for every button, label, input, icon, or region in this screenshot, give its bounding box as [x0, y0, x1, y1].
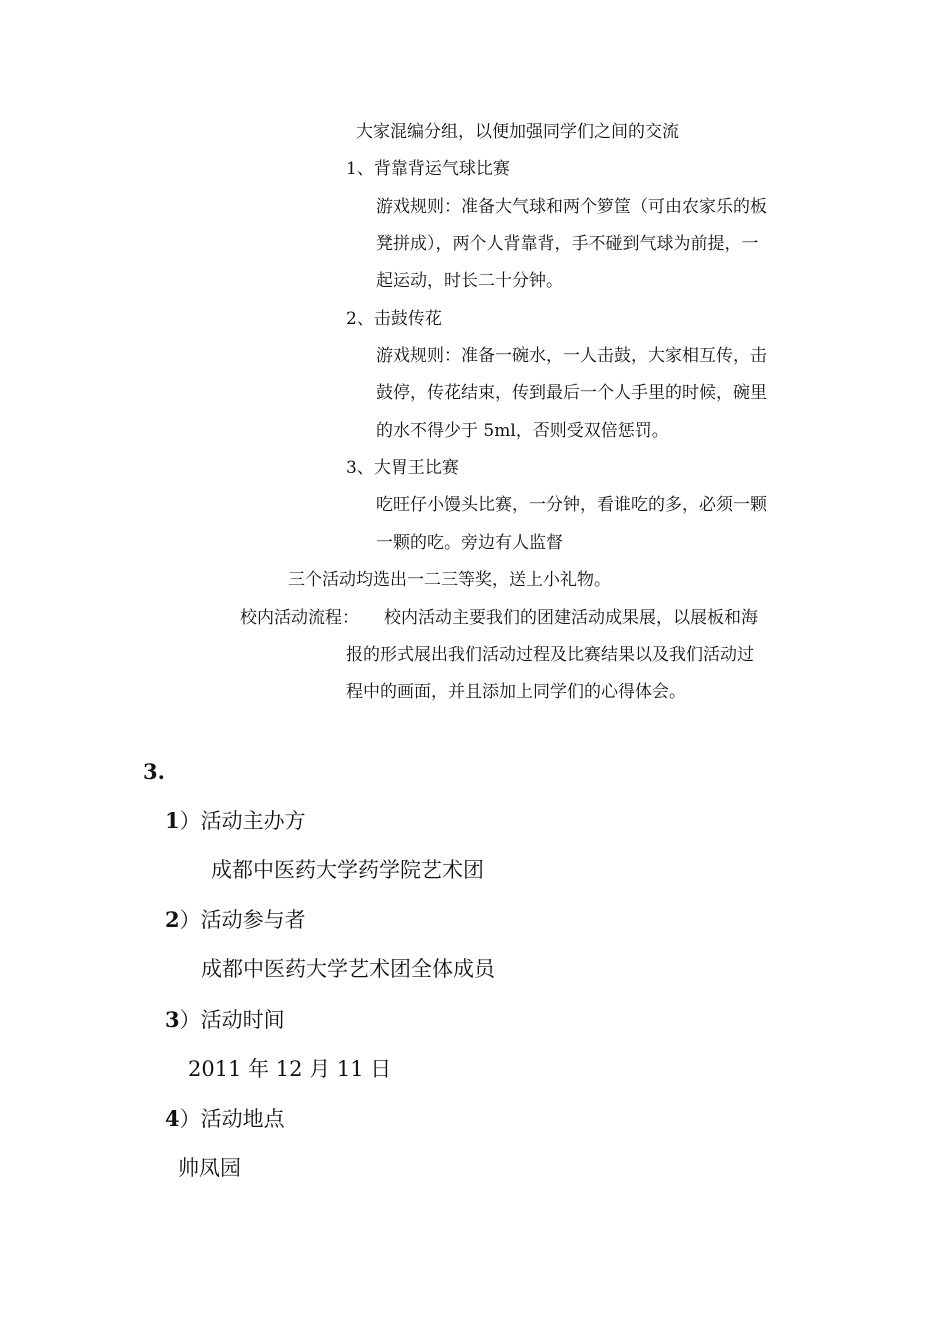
item-label: ）活动参与者: [179, 908, 306, 932]
section-number: 3.: [143, 759, 165, 784]
item-label: ）活动主办方: [179, 809, 306, 833]
game-2-rule-line: 游戏规则：准备一碗水，一人击鼓，大家相互传，击: [376, 346, 767, 366]
item-1-heading: [165, 810, 306, 832]
item-label: ）活动时间: [179, 1008, 285, 1032]
item-number: 4: [165, 1106, 180, 1131]
game-2-rule-line: 鼓停，传花结束，传到最后一个人手里的时候，碗里: [376, 383, 767, 403]
item-number: 1: [165, 808, 180, 833]
item-label: ）活动地点: [179, 1107, 285, 1131]
game-3-rule-line: 吃旺仔小馒头比赛，一分钟，看谁吃的多，必须一颗: [376, 495, 767, 515]
item-4-value: 帅凤园: [178, 1156, 241, 1180]
item-number: 3: [165, 1007, 180, 1032]
game-2-title: 2、击鼓传花: [346, 309, 442, 329]
item-2-value: 成都中医药大学艺术团全体成员: [201, 957, 495, 981]
game-3-rule-line: 一颗的吃。旁边有人监督: [376, 533, 563, 553]
item-2-heading: [165, 909, 306, 931]
prize-line: 三个活动均选出一二三等奖，送上小礼物。: [288, 570, 611, 590]
item-4-heading: [165, 1108, 285, 1130]
campus-line: 程中的画面，并且添加上同学们的心得体会。: [346, 682, 686, 702]
campus-line: 校内活动主要我们的团建活动成果展，以展板和海: [384, 608, 758, 628]
item-3-heading: [165, 1009, 285, 1031]
game-1-rule-line: 起运动，时长二十分钟。: [376, 271, 563, 291]
item-1-value: 成都中医药大学药学院艺术团: [211, 858, 484, 882]
game-3-title: 3、大胃王比赛: [346, 458, 459, 478]
item-number: 2: [165, 907, 180, 932]
campus-line: 报的形式展出我们活动过程及比赛结果以及我们活动过: [346, 645, 754, 665]
game-1-title: 1、背靠背运气球比赛: [346, 159, 510, 179]
game-1-rule-line: 游戏规则：准备大气球和两个箩筐（可由农家乐的板: [376, 197, 767, 217]
campus-label: 校内活动流程：: [240, 608, 359, 628]
intro-line: 大家混编分组，以便加强同学们之间的交流: [356, 122, 679, 142]
item-3-value: 2011 年 12 月 11 日: [188, 1057, 392, 1081]
game-2-rule-line: 的水不得少于 5ml，否则受双倍惩罚。: [376, 421, 669, 441]
game-1-rule-line: 凳拼成），两个人背靠背，手不碰到气球为前提，一: [376, 234, 759, 254]
